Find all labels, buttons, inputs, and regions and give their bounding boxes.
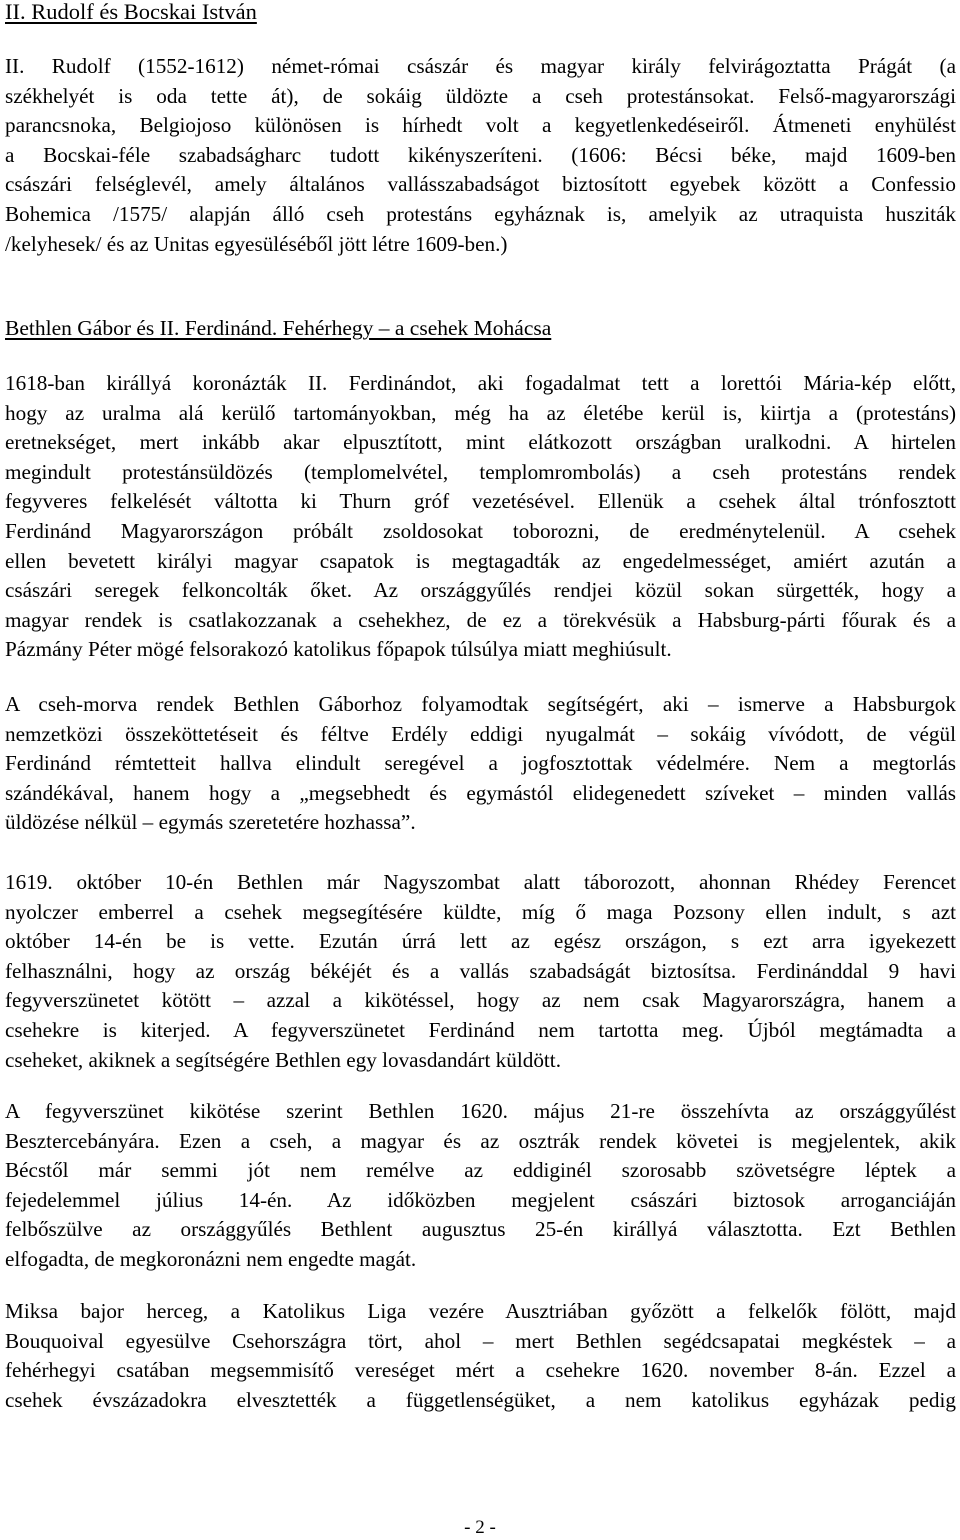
text-line: császári seregek felkoncolták őket. Az országgyűlés rendjei közül sokan sürgették, hogy a	[5, 578, 956, 603]
text-line: császári felséglevél, amely általános vallásszabadságot biztosított egyebek között a Confessio	[5, 172, 956, 197]
paragraph-1619	[5, 868, 956, 1075]
text-line: Ferdinánd rémtetteit hallva elindult seregével a jogfosztottak védelmére. Nem a megtorlás	[5, 751, 956, 776]
text-line: Pázmány Péter mögé felsorakozó katolikus főpapok túlsúlya miatt meghiúsult.	[5, 637, 672, 662]
text-line: felbőszülve az országgyűlés Bethlent augusztus 25-én királlyá választotta. Ezt Bethlen	[5, 1217, 956, 1242]
text-line: felhasználni, hogy az ország békéjét és a vallás szabadságát biztosítsa. Ferdinánddal 9 havi	[5, 958, 956, 983]
text-line: csehek évszázadokra elvesztették a függetlenségüket, a nem katolikus egyházak pedig	[5, 1387, 956, 1412]
text-line: a Bocskai-féle szabadságharc tudott kikényszeríteni. (1606: Bécsi béke, majd 1609-ben	[5, 142, 956, 167]
text-line: 1619. október 10-én Bethlen már Nagyszombat alatt táborozott, ahonnan Rhédey Ferencet	[5, 870, 956, 894]
text-line: október 14-én be is vette. Ezután úrrá lett az egész országon, s ezt arra igyekezett	[5, 929, 956, 954]
text-line: megindult protestánsüldözés (templomelvétel, templomrombolás) a cseh protestáns rendek	[5, 459, 956, 484]
text-line: hogy az uralma alá kerülő tartományokban, még ha az életébe kerül is, kiirtja a (protestáns)	[5, 400, 956, 425]
text-line: nyolczer emberrel a csehek megsegítésére küldte, míg ő maga Pozsony ellen indult, s azt	[5, 899, 956, 924]
text-line: parancsnoka, Belgiojoso különösen is hírhedt volt a kegyetlenkedéseiről. Átmeneti enyhülést	[5, 113, 956, 138]
text-line: Besztercebányára. Ezen a cseh, a magyar és az osztrák rendek követei is megjelentek, akik	[5, 1128, 956, 1153]
text-line: székhelyét is oda tette át), de sokáig üldözte a cseh protestánsokat. Felső-magyarországi	[5, 83, 956, 108]
text-line: elfogadta, de megkoronázni nem engedte magát.	[5, 1246, 417, 1271]
text-line: Bohemica /1575/ alapján álló cseh protestáns egyháznak is, amelyik az utraquista husziták	[5, 201, 956, 226]
paragraph-cseh-morva	[5, 690, 956, 838]
text-line: Ferdinánd Magyarországon próbált zsoldosokat toborozni, de eredménytelenül. A csehek	[5, 518, 956, 543]
text-line: üldözése nélkül – egymás szeretetére hozhassa”.	[5, 810, 416, 835]
text-line: nemzetközi összeköttetéseit és féltve Erdély eddigi nyugalmát – sokáig vívódott, de végül	[5, 721, 956, 746]
text-line: magyar rendek is csatlakozzanak a csehekhez, de ez a törekvésük a Habsburg-párti főurak és a	[5, 607, 956, 632]
text-line: fehérhegyi csatában megsemmisítő vereséget mért a csehekre 1620. november 8-án. Ezzel a	[5, 1358, 956, 1383]
text-line: 1618-ban királlyá koronázták II. Ferdinándot, aki fogadalmat tett a lorettói Mária-kép előtt,	[5, 371, 956, 395]
paragraph-1620	[5, 1097, 956, 1275]
paragraph-fehérhegy	[5, 1297, 956, 1415]
paragraph-ferdinand	[5, 369, 956, 665]
text-line: Miksa bajor herceg, a Katolikus Liga vezére Ausztriában győzött a felkelők fölött, majd	[5, 1299, 956, 1323]
paragraph-rudolf	[5, 52, 956, 259]
text-line: fegyverszünetet kötött – azzal a kikötéssel, hogy az nem csak Magyarországra, hanem a	[5, 988, 956, 1013]
text-line: /kelyhesek/ és az Unitas egyesüléséből jött létre 1609-ben.)	[5, 231, 508, 256]
page-number: - 2 -	[464, 1517, 496, 1538]
text-line: A cseh-morva rendek Bethlen Gáborhoz folyamodtak segítségért, aki – ismerve a Habsburgok	[5, 692, 956, 716]
document-title: II. Rudolf és Bocskai István	[5, 0, 257, 24]
text-line: szándékával, hanem hogy a „megsebhedt és egymástól elidegenedett szíveket – minden vallás	[5, 780, 956, 805]
text-line: A fegyverszünet kikötése szerint Bethlen 1620. május 21-re összehívta az országgyűlést	[5, 1099, 956, 1123]
section-heading: Bethlen Gábor és II. Ferdinánd. Fehérhegy – a csehek Mohácsa	[5, 316, 552, 340]
text-line: cseheket, akiknek a segítségére Bethlen egy lovasdandárt küldött.	[5, 1047, 561, 1072]
text-line: II. Rudolf (1552-1612) német-római császár és magyar király felvirágoztatta Prágát (a	[5, 54, 956, 78]
text-line: Bécstől már semmi jót nem remélve az eddiginél szorosabb szövetségre léptek a	[5, 1158, 956, 1183]
text-line: fegyveres felkelését váltotta ki Thurn gróf vezetésével. Ellenük a csehek által trónfosztott	[5, 489, 956, 514]
text-line: fejedelemmel július 14-én. Az időközben megjelent császári biztosok arroganciáján	[5, 1187, 956, 1212]
text-line: csehekre is kiterjed. A fegyverszünetet Ferdinánd nem tartotta meg. Újból megtámadta a	[5, 1017, 956, 1042]
text-line: Bouquoival egyesülve Csehországra tört, ahol – mert Bethlen segédcsapatai megkéstek – a	[5, 1328, 956, 1353]
text-line: ellen bevetett királyi magyar csapatok is megtagadták az engedelmességet, amiért azután a	[5, 548, 956, 573]
text-line: eretnekséget, mert inkább akar elpusztított, mint elátkozott országban uralkodni. A hirtelen	[5, 430, 956, 455]
